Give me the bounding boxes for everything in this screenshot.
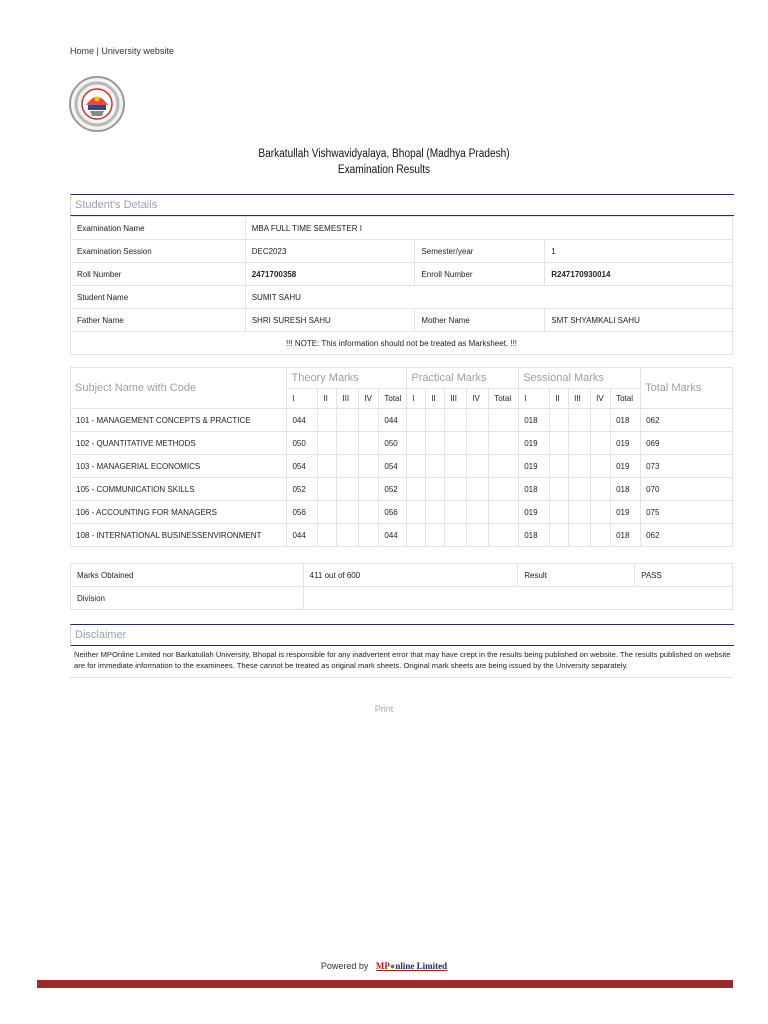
practical-total-cell bbox=[489, 432, 519, 455]
footer-bar bbox=[37, 980, 733, 988]
sessional-total-cell: 019 bbox=[611, 455, 641, 478]
roll-value: 2471700358 bbox=[245, 263, 415, 286]
semester-value: 1 bbox=[545, 240, 733, 263]
nav-separator: | bbox=[96, 46, 99, 56]
result-label: Result bbox=[518, 564, 635, 587]
sessional-total-cell: 018 bbox=[611, 478, 641, 501]
sessional-iv-cell bbox=[591, 524, 611, 547]
theory-iv-cell bbox=[359, 501, 379, 524]
disclaimer-text: Neither MPOnline Limited nor Barkatullah University, Bhopal is responsible for any inadvertent error that may have crept in the results being published on website. The results published on website are for immediate information to the examinees. These cannot be treated as original mark sheets. Original mark sheets are being issued by the University separately. bbox=[70, 646, 733, 678]
marks-table bbox=[70, 367, 733, 547]
theory-ii-cell bbox=[318, 501, 337, 524]
sessional-ii-cell bbox=[550, 524, 569, 547]
sessional-iv-cell bbox=[591, 501, 611, 524]
mponline-globe-icon: ● bbox=[389, 961, 396, 971]
practical-i-cell bbox=[407, 455, 426, 478]
marks-obtained-label: Marks Obtained bbox=[71, 564, 304, 587]
mponline-logo bbox=[376, 961, 447, 971]
table-row bbox=[71, 432, 733, 455]
mother-label: Mother Name bbox=[415, 309, 545, 332]
table-row bbox=[71, 564, 733, 587]
theory-iii-cell bbox=[337, 501, 359, 524]
practical-iii-cell bbox=[445, 478, 467, 501]
total-marks-cell: 073 bbox=[641, 455, 733, 478]
sessional-i-cell: 018 bbox=[519, 478, 550, 501]
practical-iv-cell bbox=[467, 455, 489, 478]
division-label: Division bbox=[71, 587, 304, 610]
practical-total-cell bbox=[489, 478, 519, 501]
practical-total-cell bbox=[489, 524, 519, 547]
theory-i-cell: 044 bbox=[287, 409, 318, 432]
theory-i-cell: 052 bbox=[287, 478, 318, 501]
theory-iii-header: III bbox=[337, 389, 359, 409]
theory-ii-cell bbox=[318, 455, 337, 478]
table-row bbox=[71, 332, 733, 355]
theory-iii-cell bbox=[337, 409, 359, 432]
sessional-i-cell: 019 bbox=[519, 501, 550, 524]
theory-total-cell: 044 bbox=[379, 409, 407, 432]
theory-iii-cell bbox=[337, 455, 359, 478]
student-name-value: SUMIT SAHU bbox=[245, 286, 732, 309]
theory-i-cell: 050 bbox=[287, 432, 318, 455]
theory-header: Theory Marks bbox=[287, 368, 407, 389]
sessional-ii-cell bbox=[550, 478, 569, 501]
sessional-header: Sessional Marks bbox=[519, 368, 641, 389]
marksheet-note: !!! NOTE: This information should not be treated as Marksheet. !!! bbox=[71, 332, 733, 355]
theory-iii-cell bbox=[337, 478, 359, 501]
sessional-iii-cell bbox=[569, 409, 591, 432]
table-row bbox=[71, 409, 733, 432]
subject-cell: 103 - MANAGERIAL ECONOMICS bbox=[71, 455, 287, 478]
disclaimer-title: Disclaimer bbox=[75, 629, 127, 641]
sessional-iv-cell bbox=[591, 409, 611, 432]
result-value: PASS bbox=[635, 564, 733, 587]
practical-i-cell bbox=[407, 409, 426, 432]
practical-iv-header: IV bbox=[467, 389, 489, 409]
total-header: Total Marks bbox=[641, 368, 733, 409]
sessional-ii-cell bbox=[550, 501, 569, 524]
enroll-value: R247170930014 bbox=[545, 263, 733, 286]
practical-iv-cell bbox=[467, 501, 489, 524]
total-marks-cell: 062 bbox=[641, 409, 733, 432]
sessional-total-cell: 019 bbox=[611, 432, 641, 455]
division-value bbox=[303, 587, 732, 610]
practical-iv-cell bbox=[467, 409, 489, 432]
practical-ii-cell bbox=[426, 478, 445, 501]
practical-total-cell bbox=[489, 501, 519, 524]
practical-ii-header: II bbox=[426, 389, 445, 409]
session-value: DEC2023 bbox=[245, 240, 415, 263]
marks-rows bbox=[71, 409, 733, 547]
print-button[interactable]: Print bbox=[374, 704, 394, 714]
top-nav bbox=[70, 46, 174, 56]
table-row bbox=[71, 263, 733, 286]
sessional-total-header: Total bbox=[611, 389, 641, 409]
mponline-logo-limited: Limited bbox=[416, 961, 448, 971]
mother-value: SMT SHYAMKALI SAHU bbox=[545, 309, 733, 332]
practical-i-cell bbox=[407, 524, 426, 547]
theory-ii-cell bbox=[318, 524, 337, 547]
practical-total-cell bbox=[489, 455, 519, 478]
practical-ii-cell bbox=[426, 455, 445, 478]
practical-ii-cell bbox=[426, 409, 445, 432]
sessional-ii-cell bbox=[550, 455, 569, 478]
table-row bbox=[71, 501, 733, 524]
practical-i-cell bbox=[407, 501, 426, 524]
theory-i-cell: 056 bbox=[287, 501, 318, 524]
sessional-ii-cell bbox=[550, 409, 569, 432]
theory-ii-header: II bbox=[318, 389, 337, 409]
sessional-iv-cell bbox=[591, 432, 611, 455]
subject-cell: 108 - INTERNATIONAL BUSINESSENVIRONMENT bbox=[71, 524, 287, 547]
powered-by-label: Powered by bbox=[320, 961, 369, 971]
table-row bbox=[71, 524, 733, 547]
powered-by bbox=[0, 961, 768, 971]
father-label: Father Name bbox=[71, 309, 246, 332]
table-row bbox=[71, 587, 733, 610]
sessional-iii-cell bbox=[569, 524, 591, 547]
university-website-link[interactable]: University website bbox=[101, 46, 174, 56]
university-title: Barkatullah Vishwavidyalaya, Bhopal (Madhya Pradesh) bbox=[258, 148, 510, 160]
sessional-iv-cell bbox=[591, 478, 611, 501]
total-marks-cell: 069 bbox=[641, 432, 733, 455]
theory-ii-cell bbox=[318, 432, 337, 455]
table-row bbox=[71, 217, 733, 240]
roll-label: Roll Number bbox=[71, 263, 246, 286]
sessional-i-cell: 018 bbox=[519, 409, 550, 432]
exam-name-value: MBA FULL TIME SEMESTER I bbox=[245, 217, 732, 240]
theory-total-cell: 050 bbox=[379, 432, 407, 455]
theory-iv-cell bbox=[359, 455, 379, 478]
theory-iv-cell bbox=[359, 478, 379, 501]
theory-i-cell: 054 bbox=[287, 455, 318, 478]
sessional-iii-cell bbox=[569, 455, 591, 478]
practical-i-cell bbox=[407, 478, 426, 501]
table-row bbox=[71, 240, 733, 263]
total-marks-cell: 070 bbox=[641, 478, 733, 501]
theory-iv-cell bbox=[359, 432, 379, 455]
practical-total-header: Total bbox=[489, 389, 519, 409]
sessional-i-cell: 019 bbox=[519, 455, 550, 478]
theory-ii-cell bbox=[318, 409, 337, 432]
sessional-ii-cell bbox=[550, 432, 569, 455]
subject-cell: 105 - COMMUNICATION SKILLS bbox=[71, 478, 287, 501]
father-value: SHRI SURESH SAHU bbox=[245, 309, 415, 332]
theory-iii-cell bbox=[337, 524, 359, 547]
practical-iii-cell bbox=[445, 501, 467, 524]
exam-name-label: Examination Name bbox=[71, 217, 246, 240]
table-row bbox=[71, 309, 733, 332]
sessional-ii-header: II bbox=[550, 389, 569, 409]
mponline-logo-mp: MP bbox=[375, 961, 390, 971]
student-details-title: Student's Details bbox=[75, 199, 158, 211]
total-marks-cell: 075 bbox=[641, 501, 733, 524]
sessional-i-cell: 019 bbox=[519, 432, 550, 455]
theory-total-cell: 054 bbox=[379, 455, 407, 478]
page-heading bbox=[46, 146, 722, 178]
sessional-iii-cell bbox=[569, 478, 591, 501]
sessional-i-header: I bbox=[519, 389, 550, 409]
sessional-iii-cell bbox=[569, 432, 591, 455]
marks-obtained-value: 411 out of 600 bbox=[303, 564, 518, 587]
total-marks-cell: 062 bbox=[641, 524, 733, 547]
table-row bbox=[71, 286, 733, 309]
practical-iii-header: III bbox=[445, 389, 467, 409]
practical-iv-cell bbox=[467, 432, 489, 455]
theory-total-cell: 052 bbox=[379, 478, 407, 501]
practical-iii-cell bbox=[445, 455, 467, 478]
theory-iii-cell bbox=[337, 432, 359, 455]
practical-iii-cell bbox=[445, 409, 467, 432]
sessional-iv-cell bbox=[591, 455, 611, 478]
theory-total-header: Total bbox=[379, 389, 407, 409]
semester-label: Semester/year bbox=[415, 240, 545, 263]
home-link[interactable]: Home bbox=[70, 46, 95, 56]
sessional-total-cell: 018 bbox=[611, 524, 641, 547]
practical-iii-cell bbox=[445, 524, 467, 547]
table-row bbox=[71, 478, 733, 501]
sessional-total-cell: 019 bbox=[611, 501, 641, 524]
practical-i-header: I bbox=[407, 389, 426, 409]
theory-i-cell: 044 bbox=[287, 524, 318, 547]
summary-table bbox=[70, 563, 733, 610]
practical-header: Practical Marks bbox=[407, 368, 519, 389]
practical-ii-cell bbox=[426, 432, 445, 455]
practical-iv-cell bbox=[467, 524, 489, 547]
practical-ii-cell bbox=[426, 524, 445, 547]
disclaimer-header bbox=[70, 624, 734, 646]
table-row bbox=[71, 455, 733, 478]
mponline-logo-rest: nline bbox=[395, 961, 415, 971]
theory-iv-cell bbox=[359, 524, 379, 547]
theory-iv-cell bbox=[359, 409, 379, 432]
university-emblem-icon bbox=[68, 75, 126, 133]
theory-total-cell: 056 bbox=[379, 501, 407, 524]
practical-ii-cell bbox=[426, 501, 445, 524]
practical-iii-cell bbox=[445, 432, 467, 455]
practical-total-cell bbox=[489, 409, 519, 432]
student-name-label: Student Name bbox=[71, 286, 246, 309]
practical-iv-cell bbox=[467, 478, 489, 501]
subject-header: Subject Name with Code bbox=[71, 368, 287, 409]
sessional-iii-cell bbox=[569, 501, 591, 524]
enroll-label: Enroll Number bbox=[415, 263, 545, 286]
subject-cell: 106 - ACCOUNTING FOR MANAGERS bbox=[71, 501, 287, 524]
theory-iv-header: IV bbox=[359, 389, 379, 409]
subject-cell: 102 - QUANTITATIVE METHODS bbox=[71, 432, 287, 455]
practical-i-cell bbox=[407, 432, 426, 455]
sessional-iii-header: III bbox=[569, 389, 591, 409]
theory-ii-cell bbox=[318, 478, 337, 501]
results-title: Examination Results bbox=[337, 164, 431, 176]
theory-i-header: I bbox=[287, 389, 318, 409]
theory-total-cell: 044 bbox=[379, 524, 407, 547]
sessional-total-cell: 018 bbox=[611, 409, 641, 432]
student-details-table bbox=[70, 216, 733, 355]
subject-cell: 101 - MANAGEMENT CONCEPTS & PRACTICE bbox=[71, 409, 287, 432]
sessional-iv-header: IV bbox=[591, 389, 611, 409]
sessional-i-cell: 018 bbox=[519, 524, 550, 547]
student-details-header bbox=[70, 194, 734, 216]
session-label: Examination Session bbox=[71, 240, 246, 263]
